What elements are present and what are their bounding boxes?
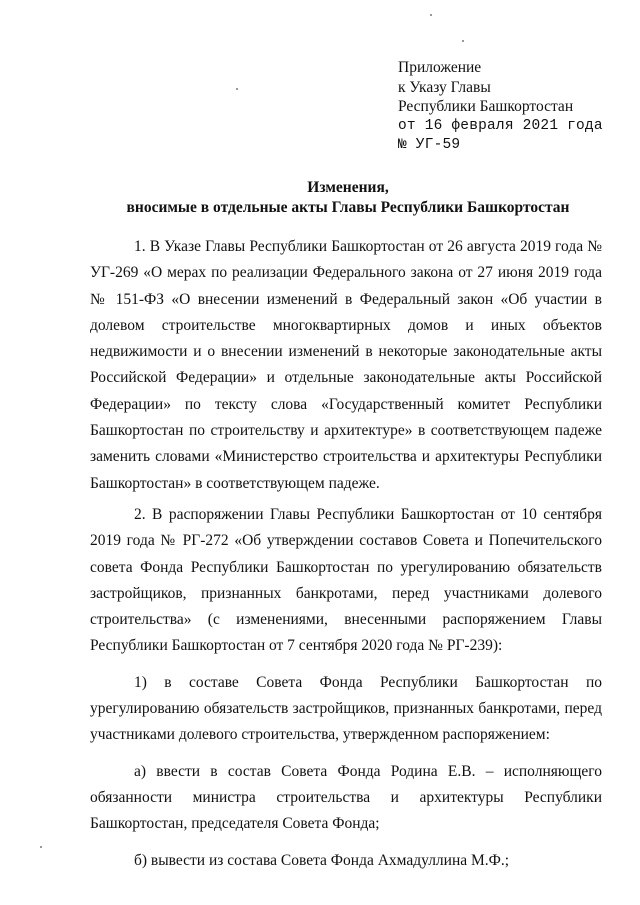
scan-speck xyxy=(236,88,238,90)
paragraph-3: 1) в составе Совета Фонда Республики Башкортостан по урегулированию обязательств застройщиков, признанных банкротами, перед участниками долевого строительства, утвержденном распоряжением: xyxy=(90,673,602,744)
scan-speck xyxy=(40,846,42,848)
title-line-2: вносимые в отдельные акты Главы Республики Башкортостан xyxy=(126,198,570,216)
appendix-number: № УГ-59 xyxy=(398,137,461,153)
scan-speck xyxy=(430,14,432,16)
paragraph-5: б) вывести из состава Совета Фонда Ахмадуллина М.Ф.; xyxy=(134,851,510,869)
document-body xyxy=(90,234,602,874)
title-line-1: Изменения, xyxy=(307,179,389,196)
paragraph-4: а) ввести в состав Совета Фонда Родина Е.В. – исполняющего обязанности министра строительства и архитектуры Республики Башкортостан, председателя Совета Фонда; xyxy=(90,762,602,833)
appendix-date: от 16 февраля 2021 года xyxy=(398,117,603,134)
paragraph-1: 1. В Указе Главы Республики Башкортостан от 26 августа 2019 года № УГ-269 «О мерах по реализации Федерального закона от 27 июня 2019 года № 151-ФЗ «О внесении изменений в Федеральный закон «Об участии в долевом строительстве многоквартирных домов и иных объектов недвижимости и о внесении изменений в некоторые законодательные акты Российской Федерации» и отдельные законодательные акты Российской Федерации» по тексту слова «Государственный комитет Республики Башкортостан по строительству и архитектуре» в соответствующем падеже заменить словами «Министерство строительства и архитектуры Республики Башкортостан» в соответствующем падеже. xyxy=(90,238,602,492)
appendix-block xyxy=(398,58,603,156)
paragraph-2: 2. В распоряжении Главы Республики Башкортостан от 10 сентября 2019 года № РГ-272 «Об утверждении составов Совета и Попечительского совета Фонда Республики Башкортостан по урегулированию обязательств застройщиков, признанных банкротами, перед участниками долевого строительства» (с изменениями, внесенными распоряжением Главы Республики Башкортостан от 7 сентября 2020 года № РГ-239): xyxy=(90,505,602,655)
scan-speck xyxy=(462,40,464,42)
appendix-line-1: Приложение xyxy=(398,59,482,76)
appendix-line-2: к Указу Главы xyxy=(398,78,491,96)
appendix-line-3: Республики Башкортостан xyxy=(398,98,574,115)
document-title xyxy=(88,178,608,217)
